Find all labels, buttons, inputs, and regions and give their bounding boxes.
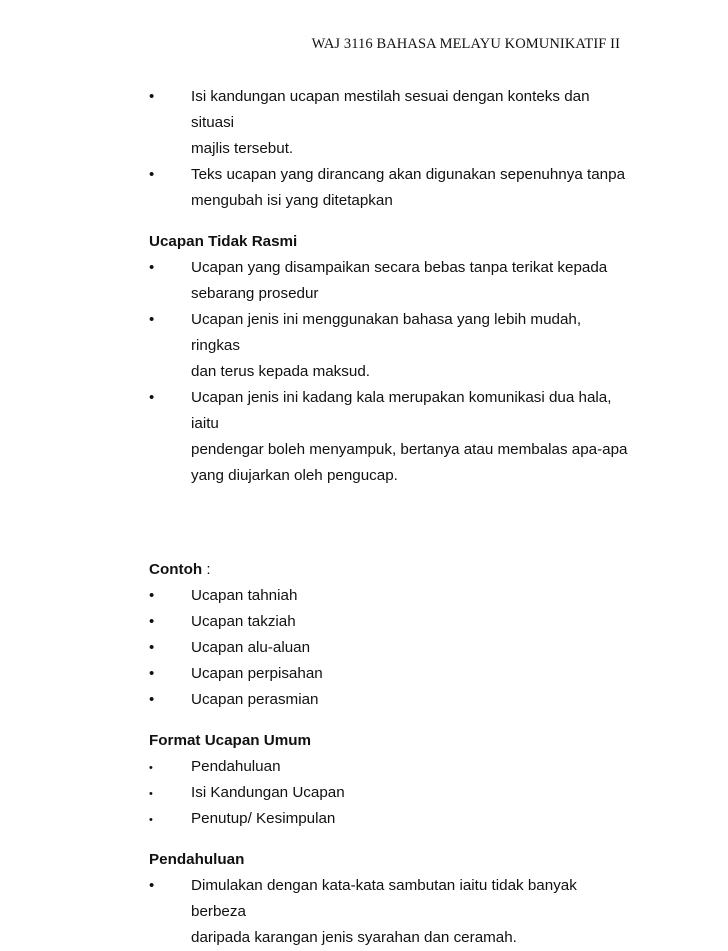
bullet-icon: • [149, 762, 153, 774]
bullet-icon: • [149, 691, 155, 708]
list-item [149, 780, 629, 806]
bullet-icon: • [149, 259, 155, 276]
list-item-line: Pendahuluan [191, 758, 281, 775]
bullet-icon: • [149, 166, 155, 183]
list-item [149, 661, 629, 687]
list-item-line: Ucapan tahniah [191, 587, 298, 604]
list-item-line: mengubah isi yang ditetapkan [191, 192, 393, 209]
list-item [149, 806, 629, 832]
list-item-line: Ucapan jenis ini menggunakan bahasa yang lebih mudah, ringkas [191, 311, 582, 354]
list-item [149, 635, 629, 661]
list-item-line: Penutup/ Kesimpulan [191, 810, 336, 827]
list-item-line: Ucapan yang disampaikan secara bebas tanpa terikat kepada [191, 259, 608, 276]
page-header: WAJ 3116 BAHASA MELAYU KOMUNIKATIF II [311, 36, 620, 52]
list-item [149, 84, 629, 162]
bullet-icon: • [149, 814, 153, 826]
bullet-icon: • [149, 788, 153, 800]
list-item-line: Ucapan jenis ini kadang kala merupakan komunikasi dua hala, iaitu [191, 389, 612, 432]
bullet-icon: • [149, 389, 155, 406]
section-heading [149, 557, 629, 583]
list-item-line: dan terus kepada maksud. [191, 363, 370, 380]
list-item [149, 754, 629, 780]
bullet-icon: • [149, 311, 155, 328]
section-heading: Format Ucapan Umum [149, 732, 312, 749]
list-item [149, 255, 629, 307]
list-item-line: Ucapan perpisahan [191, 665, 323, 682]
list-item [149, 687, 629, 713]
section-heading: Ucapan Tidak Rasmi [149, 233, 298, 250]
bullet-icon: • [149, 88, 155, 105]
list-item-line: yang diujarkan oleh pengucap. [191, 467, 398, 484]
list-item-line: Ucapan alu-aluan [191, 639, 311, 656]
list-item [149, 609, 629, 635]
list-item [149, 162, 629, 214]
list-item [149, 307, 629, 385]
list-item-line: Teks ucapan yang dirancang akan digunakan sepenuhnya tanpa [191, 166, 626, 183]
list-item [149, 583, 629, 609]
list-item-line: Ucapan perasmian [191, 691, 319, 708]
list-item-line: daripada karangan jenis syarahan dan ceramah. [191, 929, 517, 946]
bullet-icon: • [149, 877, 155, 894]
heading-colon: : [202, 561, 211, 578]
list-item [149, 873, 629, 951]
list-item-line: Isi Kandungan Ucapan [191, 784, 345, 801]
bullet-icon: • [149, 639, 155, 656]
list-item-line: majlis tersebut. [191, 140, 294, 157]
bullet-icon: • [149, 587, 155, 604]
list-item-line: Isi kandungan ucapan mestilah sesuai dengan konteks dan situasi [191, 88, 590, 131]
list-item [149, 385, 629, 489]
heading-text: Contoh [149, 561, 203, 578]
list-item-line: Ucapan takziah [191, 613, 296, 630]
document-body [149, 84, 629, 951]
list-item-line: pendengar boleh menyampuk, bertanya atau membalas apa-apa [191, 441, 628, 458]
list-item-line: Dimulakan dengan kata-kata sambutan iaitu tidak banyak berbeza [191, 877, 577, 920]
bullet-icon: • [149, 613, 155, 630]
bullet-icon: • [149, 665, 155, 682]
section-heading: Pendahuluan [149, 851, 245, 868]
list-item-line: sebarang prosedur [191, 285, 319, 302]
